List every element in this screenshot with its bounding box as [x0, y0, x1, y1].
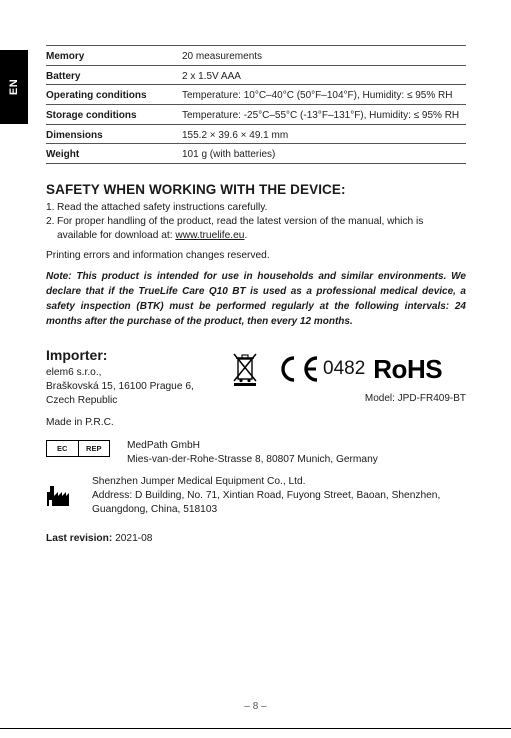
step-text: Read the attached safety instructions carefully.	[57, 202, 268, 214]
manufacturer-factory-icon	[46, 485, 70, 507]
importer-heading: Importer:	[46, 347, 108, 364]
model-number: Model: JPD-FR409-BT	[364, 393, 466, 405]
page-number: – 8 –	[244, 701, 267, 712]
step-text-end: .	[244, 230, 248, 242]
spec-value: 155.2 × 39.6 × 49.1 mm	[182, 124, 466, 144]
list-item	[46, 215, 466, 243]
spec-label: Operating conditions	[46, 85, 182, 105]
step-number: 1.	[46, 202, 55, 214]
rep-label: REP	[86, 444, 102, 454]
spec-value: 101 g (with batteries)	[182, 144, 466, 164]
step-text: For proper handling of the product, read the latest version of the manual, which is available for download at:	[57, 216, 424, 242]
spec-value: 20 measurements	[182, 46, 466, 66]
table-row	[46, 105, 466, 125]
professional-use-note: Note: This product is intended for use in households and similar environments. We declare that if the TrueLife Care Q10 BT is used as a professional medical device, a safety inspection (BTK) must be performed regularly at the following intervals: 24 months after the purchase of the product, then every 12 months.	[46, 271, 466, 328]
spec-label: Dimensions	[46, 124, 182, 144]
ce-icon	[276, 355, 320, 383]
revision-label: Last revision:	[46, 533, 113, 545]
bottom-divider	[0, 728, 511, 729]
specifications-table	[46, 45, 466, 164]
ec-rep-company: MedPath GmbH	[127, 440, 201, 452]
importer-address: Braškovská 15, 16100 Prague 6,	[46, 381, 194, 393]
weee-crossed-bin-icon	[232, 351, 258, 387]
ec-rep-address: Mies-van-der-Rohe-Strasse 8, 80807 Munich, Germany	[127, 454, 378, 466]
importer-country: Czech Republic	[46, 395, 118, 407]
language-tab-label: EN	[8, 78, 20, 96]
ec-rep-details	[127, 439, 378, 467]
language-tab	[0, 50, 28, 124]
spec-label: Storage conditions	[46, 105, 182, 125]
table-row	[46, 65, 466, 85]
safety-heading: SAFETY WHEN WORKING WITH THE DEVICE:	[46, 182, 346, 198]
ce-mark	[276, 355, 365, 383]
manufacturer-section	[46, 475, 466, 527]
manufacturer-details	[92, 475, 466, 517]
spec-value: Temperature: 10°C–40°C (50°F–104°F), Humidity: ≤ 95% RH	[182, 85, 466, 105]
ec-rep-symbol	[46, 440, 110, 457]
spec-label: Battery	[46, 65, 182, 85]
manual-download-link[interactable]: www.truelife.eu	[175, 230, 245, 242]
ec-rep-section	[46, 439, 466, 473]
spec-label: Weight	[46, 144, 182, 164]
list-item	[46, 201, 466, 215]
revision-value: 2021-08	[112, 533, 153, 545]
rohs-mark: RoHS	[373, 353, 443, 384]
table-row	[46, 85, 466, 105]
made-in-label: Made in P.R.C.	[46, 417, 114, 429]
page-content	[46, 45, 466, 544]
safety-steps-list	[46, 201, 466, 243]
manufacturer-company: Shenzhen Jumper Medical Equipment Co., Ltd.	[92, 476, 306, 488]
last-revision	[46, 533, 466, 544]
ec-label: EC	[47, 441, 79, 456]
importer-section	[46, 347, 466, 435]
table-row	[46, 124, 466, 144]
spec-label: Memory	[46, 46, 182, 66]
spec-value: 2 x 1.5V AAA	[182, 65, 466, 85]
step-number: 2.	[46, 216, 55, 228]
table-row	[46, 46, 466, 66]
manufacturer-address: Address: D Building, No. 71, Xintian Road, Fuyong Street, Baoan, Shenzhen, Guangdong, China, 518103	[92, 490, 441, 516]
table-row	[46, 144, 466, 164]
spec-value: Temperature: -25°C–55°C (-13°F–131°F), Humidity: ≤ 95% RH	[182, 105, 466, 125]
importer-name: elem6 s.r.o.,	[46, 367, 102, 379]
printing-errors-notice: Printing errors and information changes reserved.	[46, 250, 270, 262]
certification-marks	[232, 349, 466, 389]
importer-block	[46, 347, 236, 430]
notified-body-number: 0482	[323, 358, 366, 380]
